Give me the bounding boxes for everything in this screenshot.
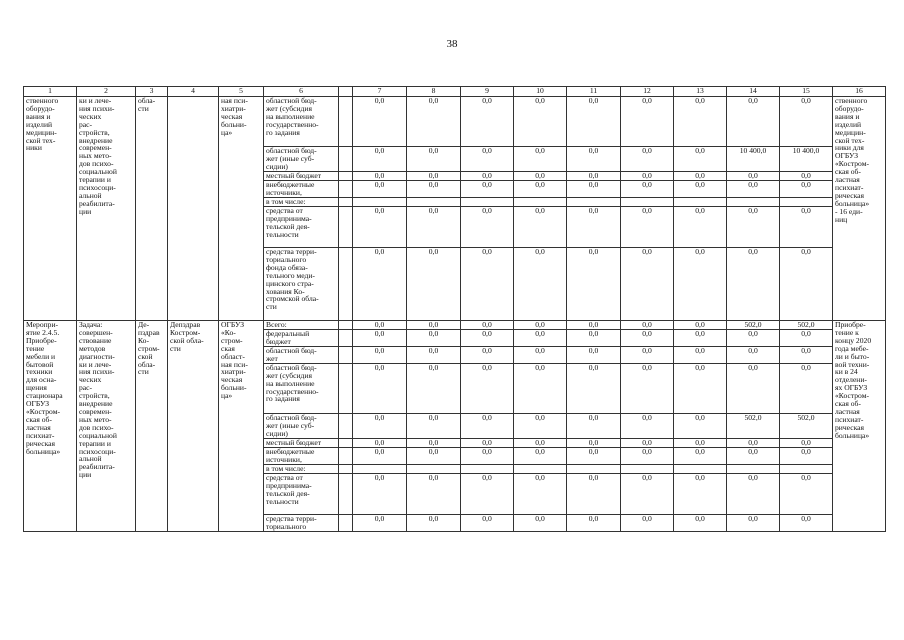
value-cell: [407, 198, 461, 207]
value-cell: 0,0: [514, 514, 567, 531]
funding-source-label: в том числе:: [264, 464, 339, 473]
spacer-cell: [339, 413, 353, 438]
value-cell: 0,0: [461, 321, 514, 330]
value-cell: 0,0: [461, 514, 514, 531]
value-cell: 0,0: [621, 147, 674, 172]
value-cell: 10 400,0: [780, 147, 833, 172]
value-cell: 0,0: [567, 438, 621, 447]
spacer-cell: [339, 473, 353, 514]
value-cell: 0,0: [353, 321, 407, 330]
value-cell: 0,0: [780, 346, 833, 363]
value-cell: 0,0: [461, 346, 514, 363]
value-cell: 0,0: [407, 438, 461, 447]
block2-col3-cell: Де- пздрав Ко- стром- ской обла- сти: [136, 321, 168, 532]
funding-source-label: средства терри- ториального фонда обяза- тельного меди- цинского стра- хования Ко- стромской обла- сти: [264, 248, 339, 321]
block1-col1-cell: ственного оборудо- вания и изделий медицин- ской тех- ники: [24, 97, 77, 321]
value-cell: 0,0: [407, 413, 461, 438]
value-cell: 0,0: [514, 181, 567, 198]
value-cell: 0,0: [514, 346, 567, 363]
value-cell: 0,0: [727, 473, 780, 514]
value-cell: 0,0: [727, 447, 780, 464]
spacer-cell: [339, 181, 353, 198]
value-cell: 0,0: [674, 514, 727, 531]
value-cell: 0,0: [407, 346, 461, 363]
value-cell: 0,0: [514, 321, 567, 330]
value-cell: 0,0: [674, 147, 727, 172]
value-cell: [780, 198, 833, 207]
value-cell: 0,0: [353, 147, 407, 172]
column-number-header: 7: [353, 87, 407, 97]
value-cell: [727, 464, 780, 473]
value-cell: 0,0: [353, 473, 407, 514]
value-cell: 0,0: [674, 473, 727, 514]
value-cell: 0,0: [780, 447, 833, 464]
value-cell: 0,0: [674, 363, 727, 413]
value-cell: [461, 464, 514, 473]
funding-source-label: федеральный бюджет: [264, 330, 339, 347]
funding-source-label: внебюджетные источники,: [264, 181, 339, 198]
value-cell: 0,0: [461, 438, 514, 447]
value-cell: 0,0: [461, 181, 514, 198]
value-cell: [514, 198, 567, 207]
funding-source-label: Всего:: [264, 321, 339, 330]
value-cell: 0,0: [567, 147, 621, 172]
value-cell: 0,0: [727, 207, 780, 248]
value-cell: [567, 198, 621, 207]
value-cell: 0,0: [353, 413, 407, 438]
value-cell: 0,0: [353, 363, 407, 413]
value-cell: 0,0: [674, 321, 727, 330]
block2-col16-cell: Приобре- тение к концу 2020 года мебе- ли и быто- вой техни- ки в 24 отделени- ях ОГБУЗ «Костром- ская об- ластная психиат- рическая больница»: [833, 321, 886, 532]
value-cell: 0,0: [461, 97, 514, 147]
value-cell: 0,0: [353, 514, 407, 531]
value-cell: 0,0: [353, 207, 407, 248]
value-cell: 0,0: [407, 248, 461, 321]
funding-source-label: областной бюд- жет (иные суб- сидии): [264, 147, 339, 172]
value-cell: 0,0: [514, 248, 567, 321]
header-row: [24, 87, 886, 97]
funding-source-label: областной бюд- жет (иные суб- сидии): [264, 413, 339, 438]
value-cell: 0,0: [353, 438, 407, 447]
spacer-cell: [339, 330, 353, 347]
value-cell: 0,0: [780, 473, 833, 514]
value-cell: 0,0: [621, 207, 674, 248]
value-cell: [780, 464, 833, 473]
column-number-header: 10: [514, 87, 567, 97]
value-cell: 0,0: [727, 514, 780, 531]
value-cell: 0,0: [461, 172, 514, 181]
funding-source-label: средства терри- ториального: [264, 514, 339, 531]
value-cell: 0,0: [621, 172, 674, 181]
value-cell: [567, 464, 621, 473]
value-cell: 0,0: [407, 363, 461, 413]
value-cell: 0,0: [514, 207, 567, 248]
column-number-header: [339, 87, 353, 97]
value-cell: 0,0: [514, 438, 567, 447]
spacer-cell: [339, 346, 353, 363]
value-cell: 0,0: [727, 248, 780, 321]
value-cell: 0,0: [674, 413, 727, 438]
block1-col5-cell: ная пси- хиатри- ческая больни- ца»: [219, 97, 264, 321]
value-cell: 0,0: [780, 181, 833, 198]
block1-col4-cell: [168, 97, 219, 321]
value-cell: 0,0: [621, 321, 674, 330]
value-cell: 502,0: [780, 413, 833, 438]
spacer-cell: [339, 464, 353, 473]
value-cell: 0,0: [353, 346, 407, 363]
value-cell: 0,0: [461, 447, 514, 464]
value-cell: 0,0: [407, 321, 461, 330]
column-number-header: 14: [727, 87, 780, 97]
value-cell: [674, 198, 727, 207]
value-cell: 0,0: [621, 181, 674, 198]
value-cell: 0,0: [461, 248, 514, 321]
value-cell: 0,0: [780, 438, 833, 447]
value-cell: 0,0: [567, 172, 621, 181]
value-cell: 0,0: [407, 172, 461, 181]
value-cell: 10 400,0: [727, 147, 780, 172]
column-number-header: 4: [168, 87, 219, 97]
value-cell: 0,0: [461, 207, 514, 248]
value-cell: 0,0: [727, 97, 780, 147]
spacer-cell: [339, 172, 353, 181]
column-number-header: 15: [780, 87, 833, 97]
value-cell: 0,0: [514, 97, 567, 147]
value-cell: 0,0: [567, 473, 621, 514]
value-cell: 0,0: [727, 181, 780, 198]
value-cell: 0,0: [780, 514, 833, 531]
value-cell: 0,0: [727, 438, 780, 447]
value-cell: 0,0: [514, 147, 567, 172]
column-number-header: 1: [24, 87, 77, 97]
spacer-cell: [339, 447, 353, 464]
value-cell: 502,0: [780, 321, 833, 330]
value-cell: [621, 198, 674, 207]
column-number-header: 9: [461, 87, 514, 97]
value-cell: 0,0: [353, 330, 407, 347]
value-cell: [353, 464, 407, 473]
value-cell: 0,0: [407, 447, 461, 464]
value-cell: 0,0: [567, 514, 621, 531]
column-number-header: 11: [567, 87, 621, 97]
value-cell: 502,0: [727, 321, 780, 330]
value-cell: 0,0: [567, 330, 621, 347]
block2-col4-cell: Депздрав Костром- ской обла- сти: [168, 321, 219, 532]
funding-source-label: средства от предпринима- тельской дея- тельности: [264, 207, 339, 248]
value-cell: [727, 198, 780, 207]
funding-source-label: в том числе:: [264, 198, 339, 207]
funding-source-label: местный бюджет: [264, 438, 339, 447]
value-cell: 0,0: [407, 473, 461, 514]
funding-source-label: местный бюджет: [264, 172, 339, 181]
value-cell: 0,0: [674, 97, 727, 147]
value-cell: 0,0: [407, 147, 461, 172]
column-number-header: 2: [77, 87, 136, 97]
value-cell: 0,0: [780, 172, 833, 181]
value-cell: 0,0: [407, 97, 461, 147]
value-cell: [407, 464, 461, 473]
budget-table: [23, 86, 886, 532]
value-cell: 0,0: [674, 207, 727, 248]
value-cell: 0,0: [621, 97, 674, 147]
value-cell: 0,0: [621, 514, 674, 531]
value-cell: 0,0: [461, 147, 514, 172]
funding-source-label: внебюджетные источники,: [264, 447, 339, 464]
column-number-header: 12: [621, 87, 674, 97]
value-cell: 0,0: [461, 363, 514, 413]
value-cell: 0,0: [621, 346, 674, 363]
block1-col3-cell: обла- сти: [136, 97, 168, 321]
value-cell: 0,0: [674, 172, 727, 181]
value-cell: 0,0: [567, 248, 621, 321]
value-cell: 0,0: [514, 473, 567, 514]
block2-col1-cell: Меропри- ятие 2.4.5. Приобре- тение мебели и бытовой техники для осна- щения стационара ОГБУЗ «Костром- ская об- ластная психиат- рическая больница»: [24, 321, 77, 532]
value-cell: 0,0: [621, 473, 674, 514]
spacer-cell: [339, 248, 353, 321]
funding-source-label: областной бюд- жет: [264, 346, 339, 363]
column-number-header: 16: [833, 87, 886, 97]
value-cell: 0,0: [567, 363, 621, 413]
value-cell: 0,0: [567, 413, 621, 438]
spacer-cell: [339, 363, 353, 413]
funding-source-label: областной бюд- жет (субсидия на выполнение государственно- го задания: [264, 97, 339, 147]
spacer-cell: [339, 207, 353, 248]
value-cell: 0,0: [461, 473, 514, 514]
value-cell: 0,0: [780, 207, 833, 248]
spacer-cell: [339, 438, 353, 447]
value-cell: 0,0: [567, 321, 621, 330]
value-cell: 0,0: [407, 330, 461, 347]
spacer-cell: [339, 321, 353, 330]
column-number-header: 5: [219, 87, 264, 97]
value-cell: [621, 464, 674, 473]
table-row: [24, 321, 886, 330]
table-row: [24, 97, 886, 147]
value-cell: 0,0: [727, 346, 780, 363]
funding-source-label: средства от предпринима- тельской дея- тельности: [264, 473, 339, 514]
value-cell: 0,0: [353, 97, 407, 147]
value-cell: 0,0: [674, 330, 727, 347]
value-cell: [353, 198, 407, 207]
value-cell: 0,0: [461, 330, 514, 347]
value-cell: 0,0: [514, 363, 567, 413]
value-cell: 0,0: [514, 413, 567, 438]
value-cell: 0,0: [621, 363, 674, 413]
page-number: 38: [446, 38, 458, 50]
column-number-header: 3: [136, 87, 168, 97]
value-cell: 0,0: [353, 172, 407, 181]
value-cell: 0,0: [567, 97, 621, 147]
block2-col2-cell: Задача: совершен- ствование методов диагности- ки и лече- ния психи- ческих рас- стройств, внедрение современ- ных мето- дов психо- социальной терапии и психосоци- альной реабилита- ции: [77, 321, 136, 532]
value-cell: 0,0: [727, 172, 780, 181]
funding-source-label: областной бюд- жет (субсидия на выполнение государственно- го задания: [264, 363, 339, 413]
value-cell: 0,0: [674, 438, 727, 447]
spacer-cell: [339, 97, 353, 147]
value-cell: 0,0: [461, 413, 514, 438]
spacer-cell: [339, 198, 353, 207]
value-cell: 0,0: [353, 447, 407, 464]
value-cell: 0,0: [674, 447, 727, 464]
block1-col2-cell: ки и лече- ния психи- ческих рас- стройств, внедрение современ- ных мето- дов психо- социальной терапии и психосоци- альной реабилита- ции: [77, 97, 136, 321]
value-cell: 0,0: [567, 447, 621, 464]
spacer-cell: [339, 147, 353, 172]
value-cell: 0,0: [567, 181, 621, 198]
value-cell: [514, 464, 567, 473]
value-cell: 0,0: [674, 346, 727, 363]
column-number-header: 8: [407, 87, 461, 97]
value-cell: [674, 464, 727, 473]
value-cell: 0,0: [407, 181, 461, 198]
value-cell: 0,0: [621, 413, 674, 438]
value-cell: 0,0: [780, 248, 833, 321]
value-cell: 0,0: [780, 330, 833, 347]
value-cell: 0,0: [780, 363, 833, 413]
spacer-cell: [339, 514, 353, 531]
value-cell: 0,0: [621, 447, 674, 464]
value-cell: [461, 198, 514, 207]
column-number-header: 13: [674, 87, 727, 97]
value-cell: 0,0: [407, 514, 461, 531]
value-cell: 0,0: [514, 447, 567, 464]
block1-col16-cell: ственного оборудо- вания и изделий медицин- ской тех- ники для ОГБУЗ «Костром- ская об- ластная психиат- рическая больница» - 16 еди- ниц: [833, 97, 886, 321]
value-cell: 0,0: [780, 97, 833, 147]
column-number-header: 6: [264, 87, 339, 97]
value-cell: 502,0: [727, 413, 780, 438]
block2-col5-cell: ОГБУЗ «Ко- стром- ская област- ная пси- хиатри- ческая больни- ца»: [219, 321, 264, 532]
value-cell: 0,0: [727, 363, 780, 413]
value-cell: 0,0: [674, 248, 727, 321]
value-cell: 0,0: [727, 330, 780, 347]
value-cell: 0,0: [514, 330, 567, 347]
value-cell: 0,0: [407, 207, 461, 248]
value-cell: 0,0: [621, 248, 674, 321]
value-cell: 0,0: [621, 438, 674, 447]
value-cell: 0,0: [567, 207, 621, 248]
value-cell: 0,0: [674, 181, 727, 198]
value-cell: 0,0: [621, 330, 674, 347]
value-cell: 0,0: [353, 181, 407, 198]
value-cell: 0,0: [353, 248, 407, 321]
value-cell: 0,0: [514, 172, 567, 181]
value-cell: 0,0: [567, 346, 621, 363]
